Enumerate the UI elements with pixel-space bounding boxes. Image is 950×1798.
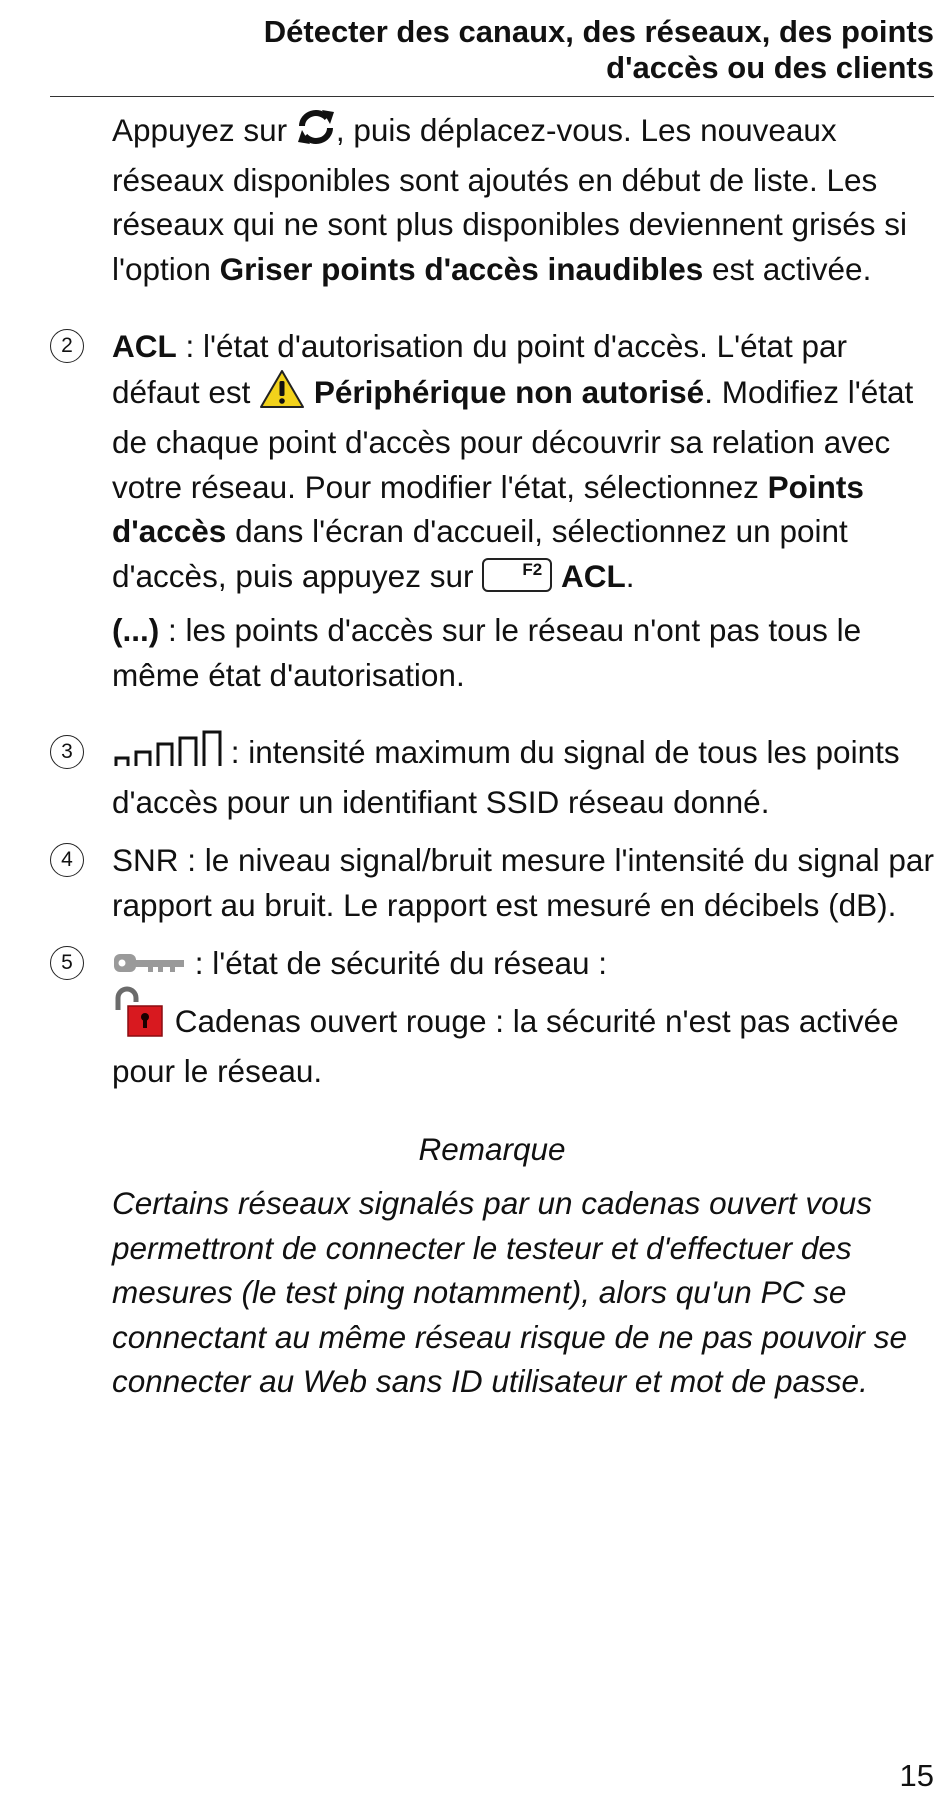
signal-text: : intensité maximum du signal de tous les points d'accès pour un identifiant SSID réseau donné. xyxy=(112,734,900,820)
points-acces-label: Points d'accès xyxy=(112,468,864,549)
signal-bars-icon xyxy=(112,730,222,780)
warning-icon xyxy=(259,369,305,421)
mixed-text: : les points d'accès sur le réseau n'ont pas tous le même état d'autorisation. xyxy=(112,612,862,693)
acl-paragraph xyxy=(112,324,934,598)
item-number: 2 xyxy=(50,329,84,363)
open-lock-text: Cadenas ouvert rouge : la sécurité n'est pas activée pour le réseau. xyxy=(112,1003,899,1090)
acl-text-d: . xyxy=(625,557,635,594)
note-title: Remarque xyxy=(418,1130,566,1167)
acl-text-b: . Modifiez l'état de chaque point d'accès pour découvrir sa relation avec votre réseau. Pour modifier l'état, sélectionnez xyxy=(112,373,914,505)
security-paragraph xyxy=(112,941,934,988)
section-header xyxy=(50,14,934,97)
list-item-acl xyxy=(50,324,934,697)
list-item-signal xyxy=(50,730,934,824)
acl-text: : l'état d'autorisation du point d'accès. L'état par défaut est xyxy=(112,328,847,410)
item-number: 3 xyxy=(50,735,84,769)
option-name: Griser points d'accès inaudibles xyxy=(219,250,704,287)
refresh-icon xyxy=(296,108,336,158)
acl-label: ACL xyxy=(112,328,177,364)
page-number: 15 xyxy=(899,1758,934,1793)
intro-text-end: est activée. xyxy=(703,250,872,287)
open-padlock-red-icon xyxy=(112,984,166,1050)
item-number: 5 xyxy=(50,946,84,980)
default-state-label: Périphérique non autorisé xyxy=(313,373,705,410)
header-title-line2: d'accès ou des clients xyxy=(606,50,934,85)
signal-paragraph xyxy=(112,730,934,824)
acl-text-c: dans l'écran d'accueil, sélectionnez un point d'accès, puis appuyez sur xyxy=(112,513,848,594)
acl-softkey-label: ACL xyxy=(560,557,626,594)
security-text: : l'état de sécurité du réseau : xyxy=(186,945,608,981)
intro-paragraph xyxy=(50,108,934,291)
intro-text-cont: , puis déplacez-vous. Les nouveaux réseaux disponibles sont ajoutés en début de liste. Les réseaux qui ne sont plus disponibles deviennent grisés si l'option xyxy=(112,112,907,287)
key-icon xyxy=(112,943,186,988)
f2-key-icon: F2 xyxy=(482,558,552,592)
open-lock-paragraph xyxy=(112,998,934,1094)
snr-paragraph: SNR : le niveau signal/bruit mesure l'intensité du signal par rapport au bruit. Le rapport est mesuré en décibels (dB). xyxy=(112,842,934,923)
header-title-line1: Détecter des canaux, des réseaux, des points xyxy=(263,14,934,49)
item-number: 4 xyxy=(50,843,84,877)
intro-text: Appuyez sur xyxy=(112,112,296,149)
note-body: Certains réseaux signalés par un cadenas ouvert vous permettront de connecter le testeur et d'effectuer des mesures (le test ping notamment), alors qu'un PC se connectant au même réseau risque de ne pas pouvoir se connecter au Web sans ID utilisateur et mot de passe. xyxy=(112,1185,907,1400)
list-item-snr xyxy=(50,838,934,927)
mixed-symbol: (...) xyxy=(112,612,160,648)
acl-mixed-paragraph xyxy=(112,608,934,697)
list-item-security xyxy=(50,941,934,1094)
page-content xyxy=(50,108,934,1404)
